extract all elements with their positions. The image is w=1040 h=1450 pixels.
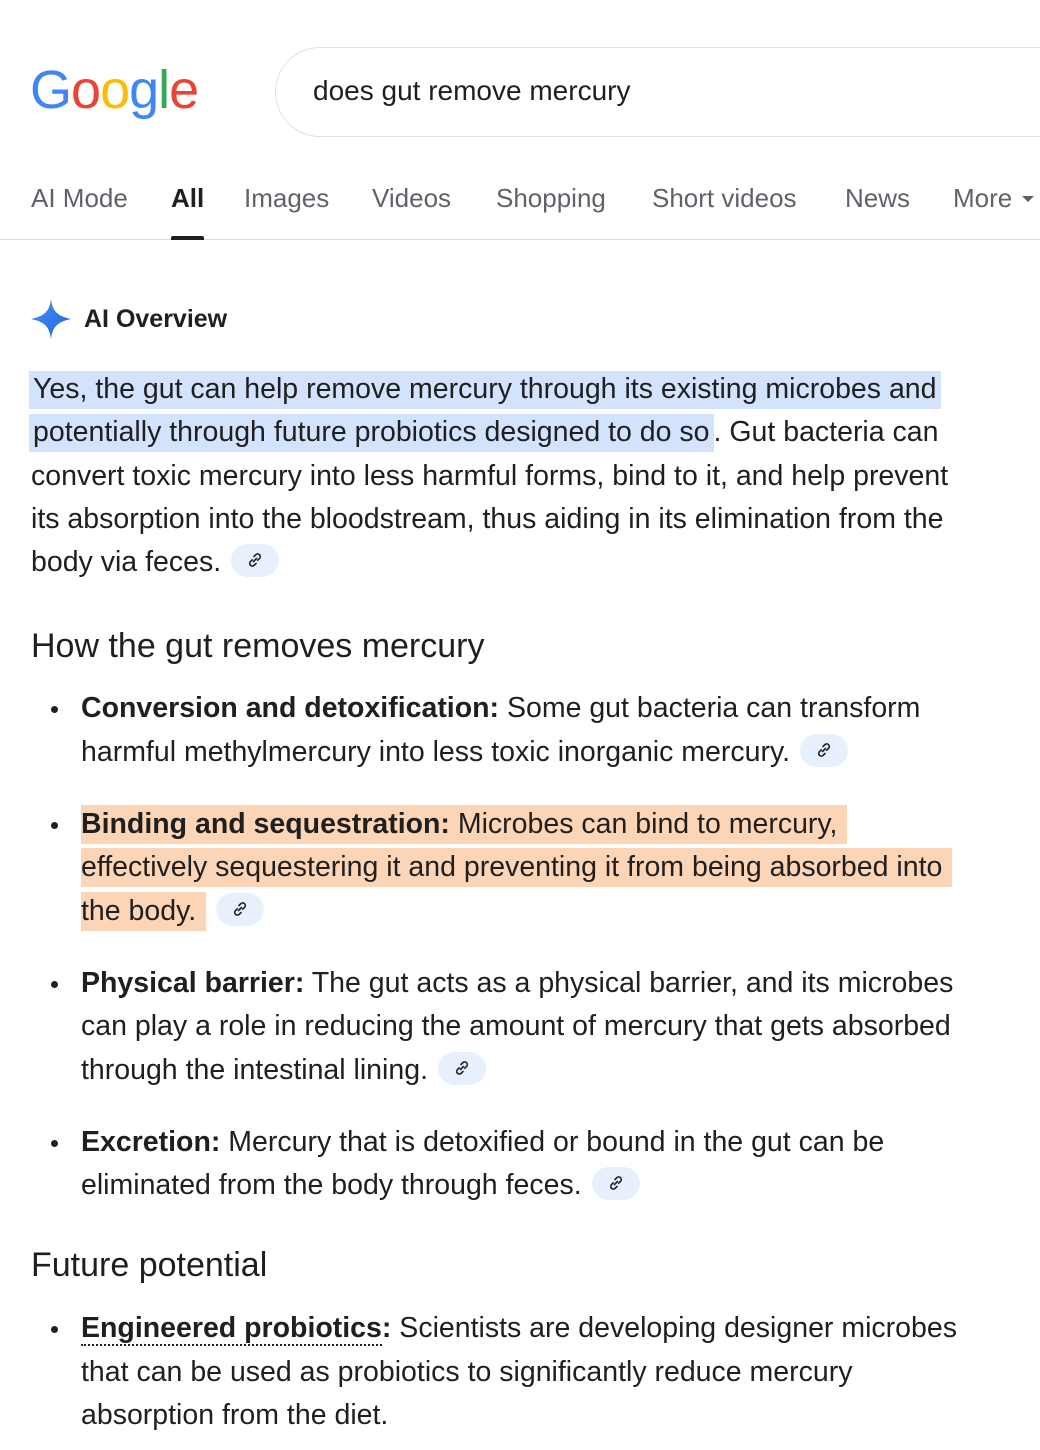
engineered-probiotics-link[interactable]: Engineered probiotics [81,1312,382,1345]
tab-ai-mode[interactable]: AI Mode [31,183,128,213]
how-list [31,687,971,1207]
header [0,0,1040,240]
list-item-term: Conversion and detoxification: [81,692,500,725]
tab-images[interactable]: Images [244,183,330,213]
source-link-button[interactable] [438,1052,486,1085]
link-icon [247,552,263,568]
sparkle-icon [30,298,72,340]
source-link-button[interactable] [800,734,848,767]
section-title-how: How the gut removes mercury [31,627,485,666]
intro-rest: . Gut bacteria can convert toxic mercury into less harmful forms, bind to it, and help prevent its absorption into the bloodstream, thus aiding in its elimination from the body via feces. [31,416,949,579]
section-title-future: Future potential [31,1246,268,1285]
list-item-term-suffix: : [381,1312,392,1345]
link-icon [454,1060,470,1076]
logo-letter-e: e [169,60,199,120]
list-item-text: Mercury that is detoxified or bound in the gut can be eliminated from the body through feces. [81,1125,885,1202]
search-tabs [0,183,1040,240]
tab-more-label: More [953,183,1013,213]
link-icon [816,742,832,758]
source-link-button[interactable] [216,893,264,926]
list-item-highlight [81,805,952,931]
list-item-text: Scientists are developing designer microbes that can be used as probiotics to significantly reduce mercury absorption from the diet. [81,1312,957,1432]
logo-letter-g2: g [129,60,159,120]
list-item [81,1121,971,1208]
search-box[interactable] [275,47,1040,137]
link-icon [232,901,248,917]
tab-news[interactable]: News [845,183,911,213]
ai-overview-content [31,368,971,1437]
ai-overview-label: AI Overview [84,305,228,333]
link-icon [608,1175,624,1191]
list-item [81,1307,971,1437]
search-input[interactable]: does gut remove mercury [313,75,631,106]
logo-letter-o1: o [71,60,101,120]
chevron-down-icon [1022,196,1034,202]
list-item-term: Physical barrier: [81,966,305,999]
list-item [81,962,971,1092]
google-logo[interactable] [30,58,198,122]
list-item-text: Some gut bacteria can transform harmful methylmercury into less toxic inorganic mercury. [81,692,921,768]
list-item [81,803,971,933]
tab-short-videos[interactable]: Short videos [652,183,797,213]
future-list [31,1307,971,1437]
tab-videos[interactable]: Videos [372,183,452,213]
tab-more[interactable] [953,183,1034,240]
list-item-text: Microbes can bind to mercury, effectively sequestering it and preventing it from being absorbed into the body. [81,808,943,927]
list-item-term: Binding and sequestration: [81,808,450,841]
tab-shopping[interactable]: Shopping [496,183,606,213]
list-item [81,687,971,774]
intro-paragraph [31,368,971,584]
source-link-button[interactable] [231,544,279,577]
list-item-term: Excretion: [81,1125,221,1158]
tab-all[interactable]: All [171,183,204,240]
list-item-text: The gut acts as a physical barrier, and its microbes can play a role in reducing the amount of mercury that gets absorbed through the intestinal lining. [81,966,954,1086]
intro-highlight: Yes, the gut can help remove mercury through its existing microbes and potentially through future probiotics designed to do so [29,371,941,452]
logo-letter-o2: o [100,60,130,120]
source-link-button[interactable] [592,1167,640,1200]
logo-letter-l: l [158,60,170,120]
logo-letter-g: G [30,60,72,120]
